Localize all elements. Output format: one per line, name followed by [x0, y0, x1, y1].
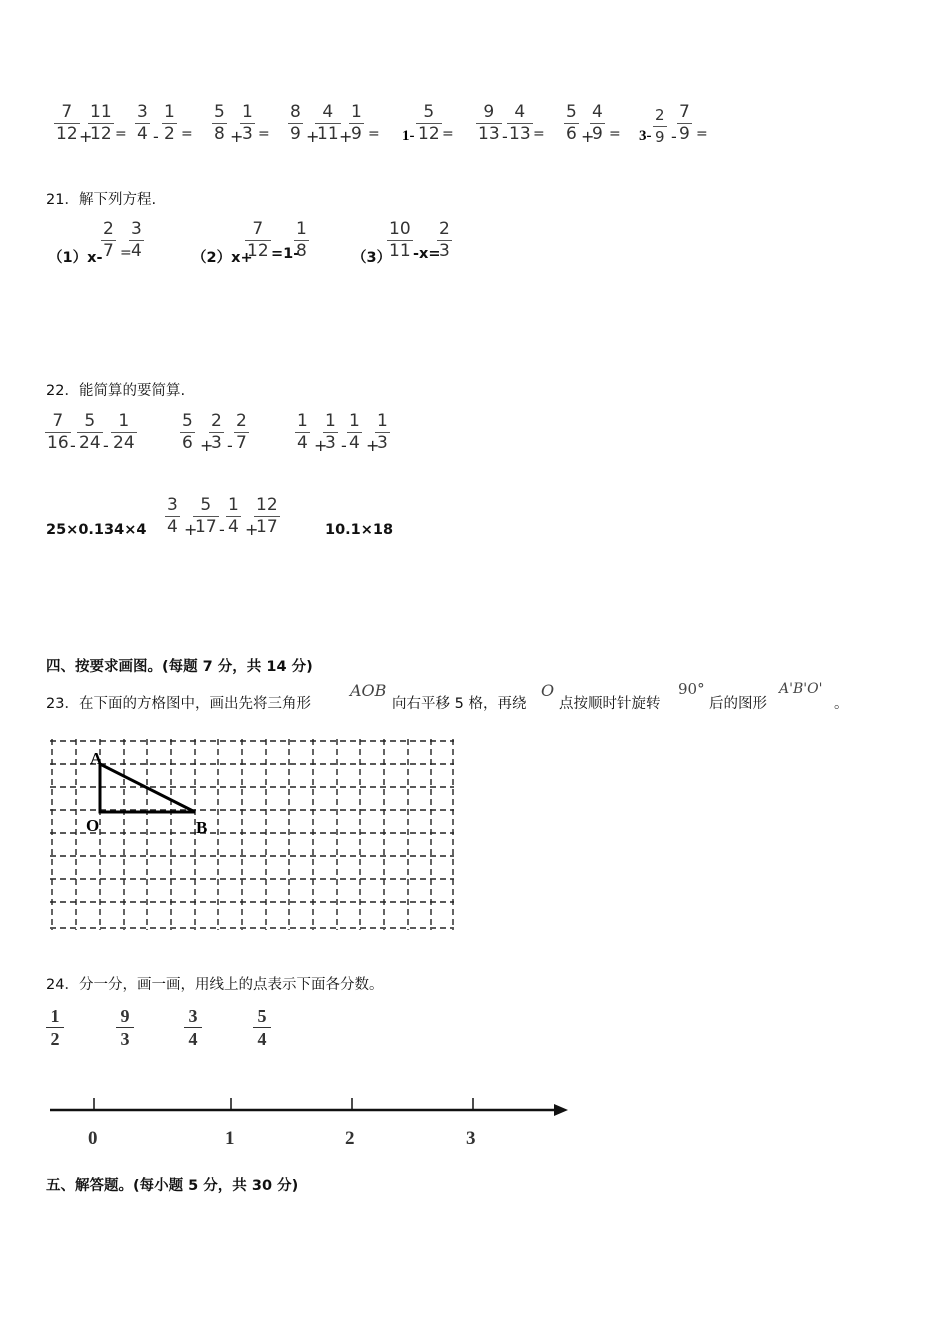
fraction: $\frac{1}{3}$ [377, 411, 388, 453]
fraction: $\frac{1}{2}$ [164, 102, 175, 144]
equals: = [696, 126, 708, 142]
fraction: $\frac{4}{11}$ [317, 102, 339, 144]
triangle-label: AOB [350, 681, 387, 700]
equals: = [258, 126, 270, 142]
equals: = [181, 126, 193, 142]
section-5-title: 五、解答题。(每小题 5 分，共 30 分) [46, 1178, 299, 1194]
angle-label: 90° [678, 680, 705, 698]
dashed-grid [50, 739, 454, 930]
operator: + [581, 127, 595, 146]
fraction: $\frac{3}{4}$ [137, 102, 148, 144]
fraction: $\frac{12}{17}$ [256, 495, 278, 537]
operator: - [341, 436, 347, 455]
fraction: $\frac{3}{4}$ [131, 219, 142, 261]
fraction: $\frac{5}{12}$ [418, 102, 440, 144]
fraction: $\frac{1}{8}$ [296, 219, 307, 261]
fraction: $\frac{7}{16}$ [47, 411, 69, 453]
question-22-title: 22．能简算的要简算. [46, 383, 186, 399]
fraction: $\frac{2}{3}$ [439, 219, 450, 261]
fraction: $\frac{3}{4}$ [167, 495, 178, 537]
fraction: $\frac{1}{3}$ [242, 102, 253, 144]
fraction: $\frac{1}{4}$ [297, 411, 308, 453]
result-shape-label: A'B'O' [779, 681, 823, 697]
fraction: $\frac{2}{7}$ [103, 219, 114, 261]
operator: - [70, 436, 76, 455]
tick-label-1: 1 [225, 1128, 235, 1149]
fraction: $\frac{1}{3}$ [325, 411, 336, 453]
operator: + [230, 127, 244, 146]
fraction: $\frac{4}{13}$ [509, 102, 531, 144]
fraction: $\frac{5}{8}$ [214, 102, 225, 144]
fraction-3-4: 3 4 [184, 1005, 202, 1050]
operator: - [227, 436, 233, 455]
fraction: $\frac{5}{6}$ [566, 102, 577, 144]
operator: + [79, 127, 93, 146]
number-line [46, 1090, 576, 1152]
fraction: $\frac{11}{12}$ [90, 102, 112, 144]
equals: = [533, 126, 545, 142]
point-b-label: B [196, 818, 208, 837]
operator: + [306, 127, 320, 146]
section-4-title: 四、按要求画图。(每题 7 分，共 14 分) [46, 659, 313, 675]
point-o-grid-label: O [86, 816, 100, 835]
question-24-title: 24．分一分，画一画，用线上的点表示下面各分数。 [46, 977, 384, 993]
equals: = [115, 126, 127, 142]
fraction: $\frac{2}{3}$ [211, 411, 222, 453]
fraction: $\frac{7}{9}$ [679, 102, 690, 144]
equals: = [368, 126, 380, 142]
equals: = [609, 126, 621, 142]
fraction: $\frac{5}{17}$ [195, 495, 217, 537]
question-21-title: 21．解下列方程. [46, 192, 157, 208]
equals: = [120, 245, 132, 261]
fraction: $\frac{5}{24}$ [79, 411, 101, 453]
arrow-head-icon [554, 1104, 568, 1116]
tick-label-2: 2 [345, 1128, 355, 1149]
fraction-5-4: 5 4 [253, 1005, 271, 1050]
fraction: $\frac{7}{12}$ [56, 102, 78, 144]
operator: + [366, 436, 380, 455]
operator: - [219, 520, 225, 539]
point-a-label: A [90, 749, 103, 768]
fraction: $\frac{2}{9}$ [655, 106, 665, 146]
fraction: $\frac{7}{12}$ [247, 219, 269, 261]
fraction: $\frac{1}{4}$ [228, 495, 239, 537]
grid-figure [46, 736, 458, 934]
equals: = [442, 126, 454, 142]
point-o-label: O [541, 681, 555, 700]
fraction: $\frac{2}{7}$ [236, 411, 247, 453]
operator: + [245, 520, 259, 539]
fraction-1-2: 1 2 [46, 1005, 64, 1050]
operator: + [200, 436, 214, 455]
fraction: $\frac{9}{13}$ [478, 102, 500, 144]
operator: + [314, 436, 328, 455]
tick-label-0: 0 [88, 1128, 98, 1149]
fraction: $\frac{5}{6}$ [182, 411, 193, 453]
operator: - [671, 127, 677, 146]
fraction: $\frac{8}{9}$ [290, 102, 301, 144]
fraction-9-3: 9 3 [116, 1005, 134, 1050]
operator: - [502, 127, 508, 146]
fraction: $\frac{1}{4}$ [349, 411, 360, 453]
operand: 3- [639, 128, 652, 144]
operand: 1- [402, 128, 415, 144]
operator: + [339, 127, 353, 146]
fraction: $\frac{4}{9}$ [592, 102, 603, 144]
tick-label-3: 3 [466, 1128, 476, 1149]
fraction: $\frac{1}{24}$ [113, 411, 135, 453]
operator: - [153, 127, 159, 146]
operator: - [103, 436, 109, 455]
fraction: $\frac{10}{11}$ [389, 219, 411, 261]
operator: + [184, 520, 198, 539]
fraction: $\frac{1}{9}$ [351, 102, 362, 144]
